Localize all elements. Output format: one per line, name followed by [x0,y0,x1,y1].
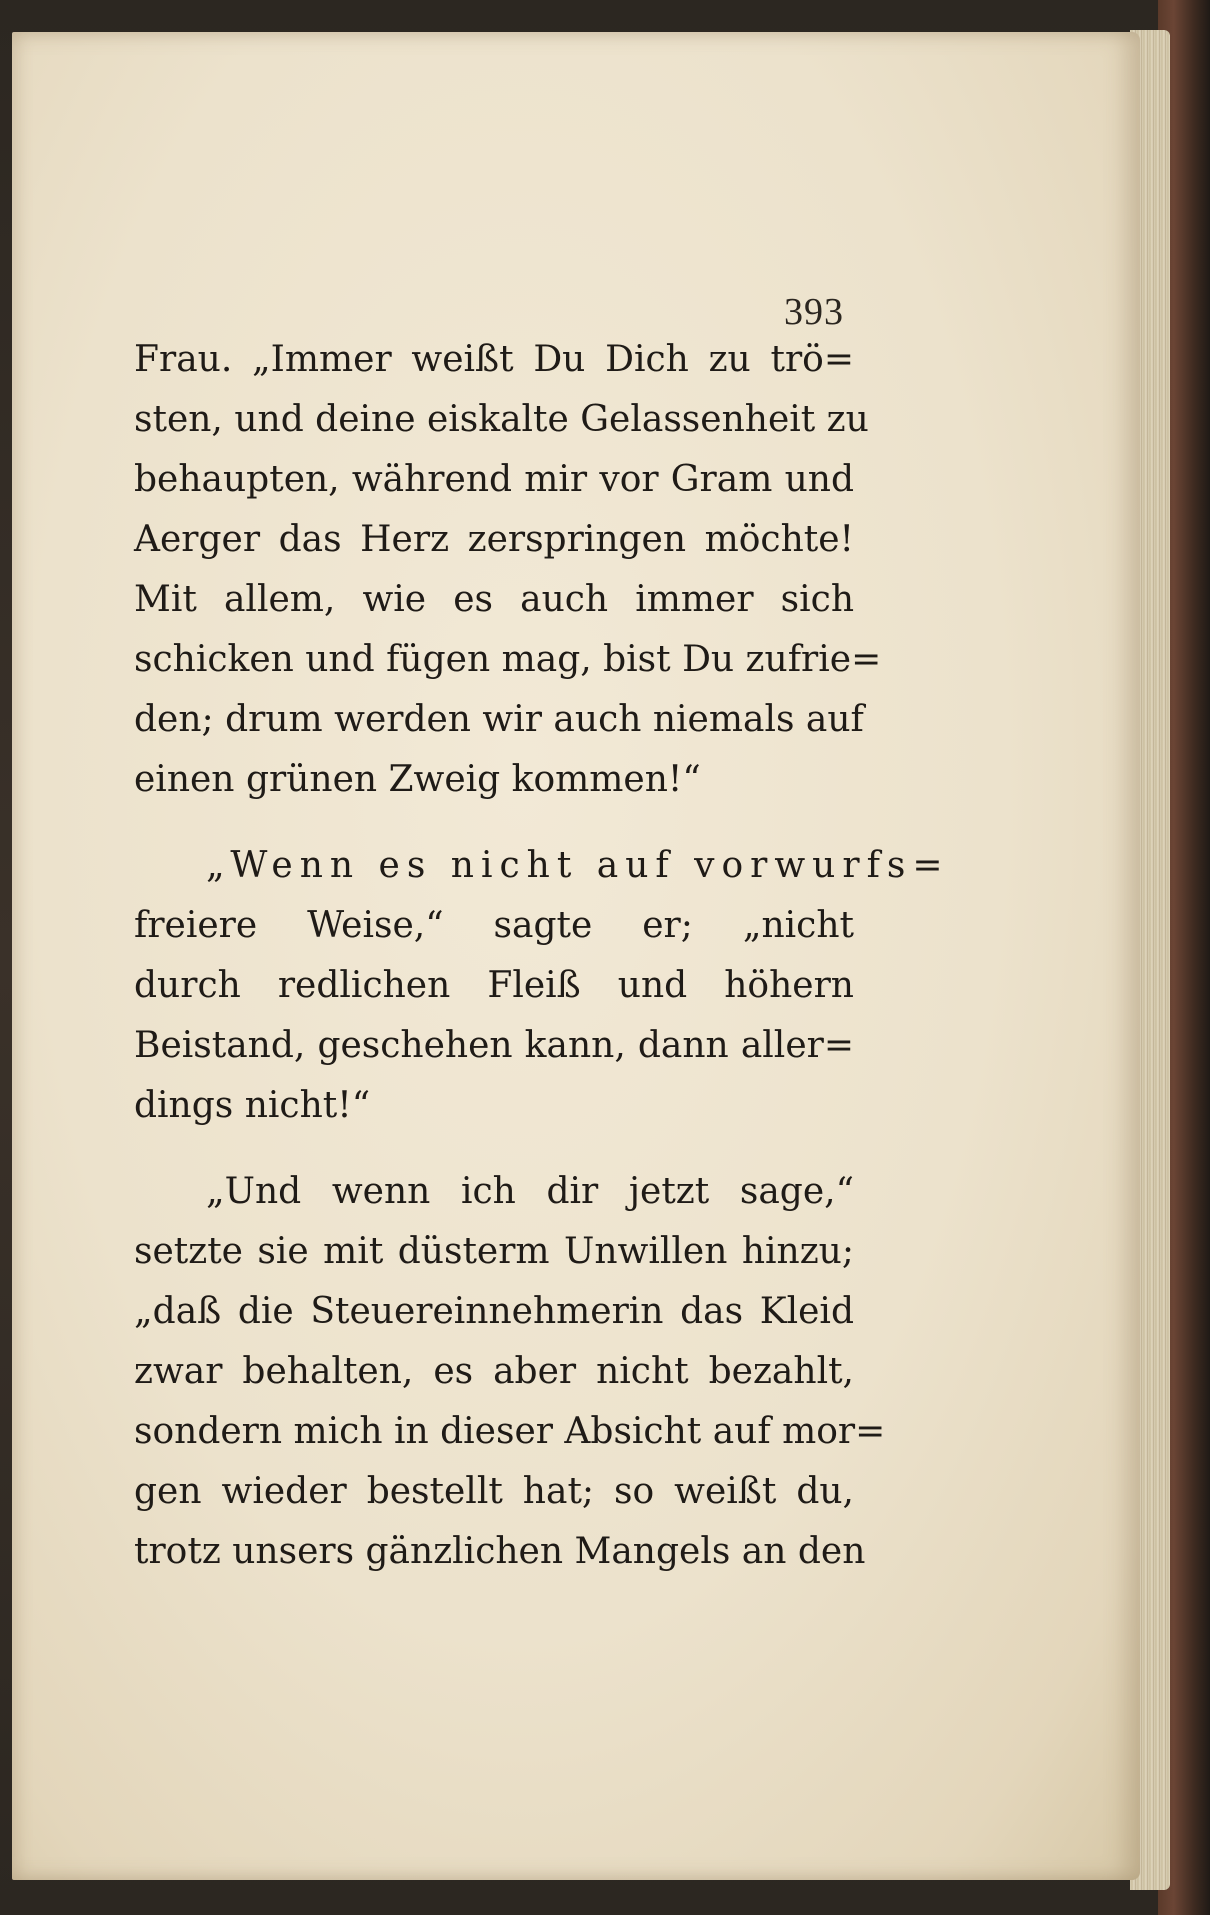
text-line: schicken und fügen mag, bist Du zufrie= [134,639,882,680]
text-line: behaupten, während mir vor Gram und [134,459,854,500]
text-line: „Wenn es nicht auf vorwurfs= [206,845,950,886]
text-line: sten, und deine eiskalte Gelassenheit zu [134,399,869,440]
text-line: dings nicht!“ [134,1085,371,1126]
text-line: gen wieder bestellt hat; so weißt du, [134,1471,854,1512]
text-line: zwar behalten, es aber nicht bezahlt, [134,1351,854,1392]
text-line: Mit allem, wie es auch immer sich [134,579,854,620]
text-line: einen grünen Zweig kommen!“ [134,759,701,800]
text-line: „daß die Steuereinnehmerin das Kleid [134,1291,854,1332]
text-line: setzte sie mit düsterm Unwillen hinzu; [134,1231,854,1272]
text-line: Frau. „Immer weißt Du Dich zu trö= [134,339,854,380]
page-number: 393 [784,291,844,333]
text-line: freiere Weise,“ sagte er; „nicht [134,905,854,946]
page-text [134,330,950,1582]
text-line: sondern mich in dieser Absicht auf mor= [134,1411,886,1452]
text-line: Beistand, geschehen kann, dann aller= [134,1025,854,1066]
text-line: Aerger das Herz zerspringen möchte! [134,519,854,560]
paragraph-gap [134,1136,854,1162]
text-line: „Und wenn ich dir jetzt sage,“ [206,1171,854,1212]
text-line: den; drum werden wir auch niemals auf [134,699,864,740]
paragraph-gap [134,810,854,836]
text-line: durch redlichen Fleiß und höhern [134,965,854,1006]
text-line: trotz unsers gänzlichen Mangels an den [134,1531,866,1572]
